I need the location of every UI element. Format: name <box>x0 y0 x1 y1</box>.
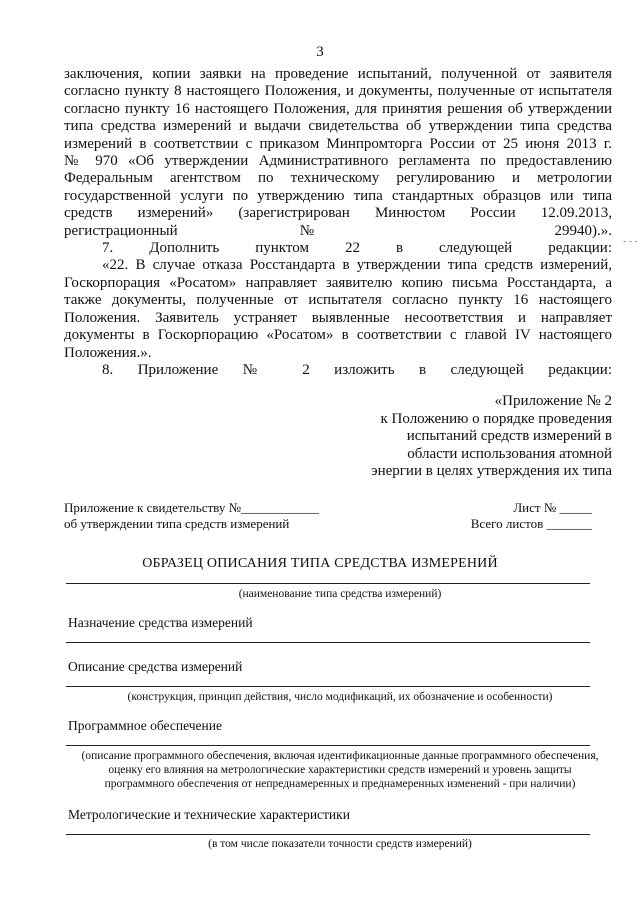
caption-name: (наименование типа средства измерений) <box>238 588 442 600</box>
caption-accuracy: (в том числе показатели точности средств измерений) <box>208 838 472 850</box>
caption-line: оценку его влияния на метрологические характеристики средств измерений и уровень защиты <box>108 764 572 776</box>
caption-line: (описание программного обеспечения, включая идентификационные данные программного обеспечения, <box>81 750 599 762</box>
text-line: документы в Госкорпорацию «Росатом» в соответствии с главой IV настоящего <box>64 327 612 344</box>
appendix-line: области использования атомной <box>407 445 612 462</box>
appendix-line: испытаний средств измерений в <box>406 428 612 444</box>
item-7: 7. Дополнить пунктом 22 в следующей редакции: <box>102 240 612 257</box>
sheet-reference <box>471 500 592 532</box>
text-line: средств измерений» (зарегистрирован Минюстом России 12.09.2013, <box>64 205 612 222</box>
certificate-reference <box>64 500 319 532</box>
item-8: 8. Приложение № 2 изложить в следующей редакции: <box>102 361 612 378</box>
text-line: заключения, копии заявки на проведение испытаний, полученной от заявителя <box>64 66 612 82</box>
text-line: Положения.». <box>64 344 152 361</box>
label-purpose: Назначение средства измерений <box>68 615 253 630</box>
label-description: Описание средства измерений <box>68 659 243 674</box>
text-line: «22. В случае отказа Росстандарта в утверждении типа средств измерений, <box>102 257 612 274</box>
caption-construction: (конструкция, принцип действия, число модификаций, их обозначение и особенности) <box>127 691 553 703</box>
text-line: № 970 «Об утверждении Административного регламента по предоставлению <box>64 153 612 170</box>
body-paragraph <box>64 66 612 379</box>
underline-name <box>66 583 590 584</box>
label-metrology: Метрологические и технические характеристики <box>68 807 350 822</box>
underline-purpose <box>66 642 590 643</box>
text-line: типа средства измерений и выдачи свидетельства об утверждении типа средства <box>64 118 612 135</box>
text-line: регистрационный № 29940).». <box>64 222 612 239</box>
caption-software <box>60 749 620 791</box>
page-number: 3 <box>316 44 324 60</box>
appendix-header <box>352 393 612 481</box>
underline-description <box>66 686 590 687</box>
text-line: также документы, полученные от испытателя согласно пункту 16 настоящего <box>64 292 612 309</box>
label-software: Программное обеспечение <box>68 718 222 733</box>
total-sheets-line: Всего листов _______ <box>470 516 592 531</box>
sheet-number-line: Лист № _____ <box>513 500 592 515</box>
text-line: согласно пункту 16 настоящего Положения, для принятия решения об утверждении <box>64 100 612 117</box>
certificate-number-line: Приложение к свидетельству №____________ <box>64 500 320 515</box>
edge-mark: - - - <box>623 236 638 247</box>
text-line: согласно пункту 8 настоящего Положения, и документы, полученные от испытателя <box>64 83 612 100</box>
appendix-line: энергии в целях утверждения их типа <box>371 463 612 479</box>
underline-metrology <box>66 834 590 835</box>
form-title: ОБРАЗЕЦ ОПИСАНИЯ ТИПА СРЕДСТВА ИЗМЕРЕНИЙ <box>142 556 498 571</box>
text-line: измерений в соответствии с приказом Минпромторга России от 25 июня 2013 г. <box>64 135 612 152</box>
appendix-line: к Положению о порядке проведения <box>380 410 612 427</box>
text-line: государственной услуги по утверждению типа стандартных образцов или типа <box>64 187 612 204</box>
caption-line: программного обеспечения от непреднамеренных и преднамеренных изменений - при наличии) <box>104 778 576 790</box>
certificate-type-line: об утверждении типа средств измерений <box>64 516 290 531</box>
text-line: Положения. Заявитель устраняет выявленные несоответствия и направляет <box>64 309 612 326</box>
appendix-line: «Приложение № 2 <box>494 393 612 409</box>
text-line: Госкорпорация «Росатом» направляет заявителю копию письма Росстандарта, а <box>64 274 612 291</box>
underline-software <box>66 745 590 746</box>
text-line: Федеральным агентством по техническому регулированию и метрологии <box>64 170 612 187</box>
